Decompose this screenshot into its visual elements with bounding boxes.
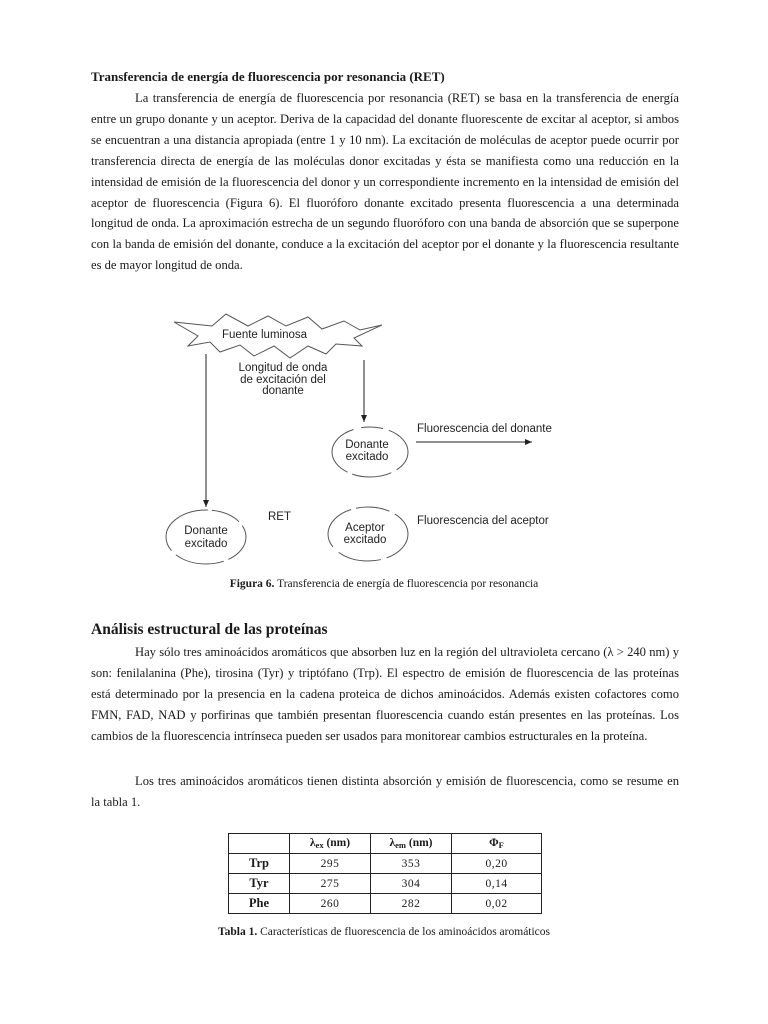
light-source-label: Fuente luminosa xyxy=(222,329,308,341)
table-cell-phi: 0,20 xyxy=(452,854,542,874)
ret-label: RET xyxy=(268,511,291,523)
fluorescence-table-wrapper xyxy=(228,833,542,914)
excitation-label-line-3: donante xyxy=(262,385,304,397)
ret-section-title: Transferencia de energía de fluorescencia por resonancia (RET) xyxy=(91,69,445,84)
table-cell-ex: 295 xyxy=(290,854,371,874)
excitation-label-line-1: Longitud de onda xyxy=(238,362,328,374)
acceptor-excited-line-2: excitado xyxy=(343,534,387,546)
table-cell-em: 304 xyxy=(371,874,452,894)
table-cell-em: 353 xyxy=(371,854,452,874)
table-header-lambda-em: $\lambda_{em}$ (nm) xyxy=(371,834,452,854)
table-row xyxy=(229,874,542,894)
table-caption-label: Tabla 1. xyxy=(217,926,258,938)
table-cell-name: Trp xyxy=(229,854,290,874)
ret-paragraph: La transferencia de energía de fluorescencia por resonancia (RET) se basa en la transferencia de energía entre un grupo donante y un aceptor. Deriva de la capacidad del donante fluorescente de excitar al aceptor, si ambos se encuentran a una distancia apropiada (entre 1 y 10 nm). La excitación de moléculas de aceptor puede ocurrir por transferencia directa de energía de las moléculas donor excitadas y ésta se manifiesta como una reducción en la intensidad de emisión de la fluorescencia del donor y un correspondiente incremento en la intensidad de emisión del aceptor de fluorescencia (Figura 6). El fluoróforo donante excitado presenta fluorescencia a una determinada longitud de onda. La aproximación estrecha de un segundo fluoróforo con una banda de absorción que se superpone con la banda de emisión del donante, conduce a la excitación del aceptor por el donante y la fluorescencia resultante es de mayor longitud de onda. xyxy=(91,91,679,273)
donor-excited-top-line-1: Donante xyxy=(345,439,389,451)
table-cell-phi: 0,14 xyxy=(452,874,542,894)
figure-caption-text: Transferencia de energía de fluorescencia por resonancia xyxy=(274,578,539,590)
table-cell-ex: 260 xyxy=(290,894,371,914)
analysis-section-title: Análisis estructural de las proteínas xyxy=(91,621,328,638)
table-cell-phi: 0,02 xyxy=(452,894,542,914)
table-cell-name: Tyr xyxy=(229,874,290,894)
analysis-paragraph-1: Hay sólo tres aminoácidos aromáticos que absorben luz en la región del ultravioleta cercano (λ > 240 nm) y son: fenilalanina (Phe), tirosina (Tyr) y triptófano (Trp). El espectro de emisión de fluorescencia de las proteínas está determinado por la presencia en la cadena proteica de dichos aminoácidos. Además existen cofactores como FMN, FAD, NAD y porfirinas que también presentan fluorescencia cuando están presentes en las proteínas. Los cambios de la fluorescencia intrínseca pueden ser usados para monitorear cambios estructurales en la proteína. xyxy=(91,645,679,743)
donor-excited-bottom-circle xyxy=(166,510,246,564)
table-header-quantum-yield: $\Phi_F$ xyxy=(452,834,542,854)
donor-excited-top-line-2: excitado xyxy=(345,451,389,463)
table-row xyxy=(229,894,542,914)
analysis-paragraph-2: Los tres aminoácidos aromáticos tienen distinta absorción y emisión de fluorescencia, como se resume en la tabla 1. xyxy=(91,774,679,809)
table-caption-text: Características de fluorescencia de los aminoácidos aromáticos xyxy=(257,926,551,938)
table-cell-name: Phe xyxy=(229,894,290,914)
ret-diagram xyxy=(150,312,610,574)
table-header-empty xyxy=(229,834,290,854)
fluorescence-table xyxy=(228,833,542,914)
table-header-row xyxy=(229,834,542,854)
table-header-lambda-ex: $\lambda_{ex}$ (nm) xyxy=(290,834,371,854)
table-cell-em: 282 xyxy=(371,894,452,914)
table-caption xyxy=(100,924,668,940)
figure-caption-label: Figura 6. xyxy=(229,578,275,590)
table-row xyxy=(229,854,542,874)
donor-excited-bottom-line-1: Donante xyxy=(184,525,228,537)
donor-excited-bottom-line-2: excitado xyxy=(184,538,228,550)
figure-caption xyxy=(100,576,668,592)
acceptor-excited-line-1: Aceptor xyxy=(345,522,385,534)
excitation-label-line-2: de excitación del xyxy=(240,374,326,386)
acceptor-fluorescence-label: Fluorescencia del aceptor xyxy=(417,515,549,527)
table-cell-ex: 275 xyxy=(290,874,371,894)
donor-fluorescence-label: Fluorescencia del donante xyxy=(417,423,552,435)
